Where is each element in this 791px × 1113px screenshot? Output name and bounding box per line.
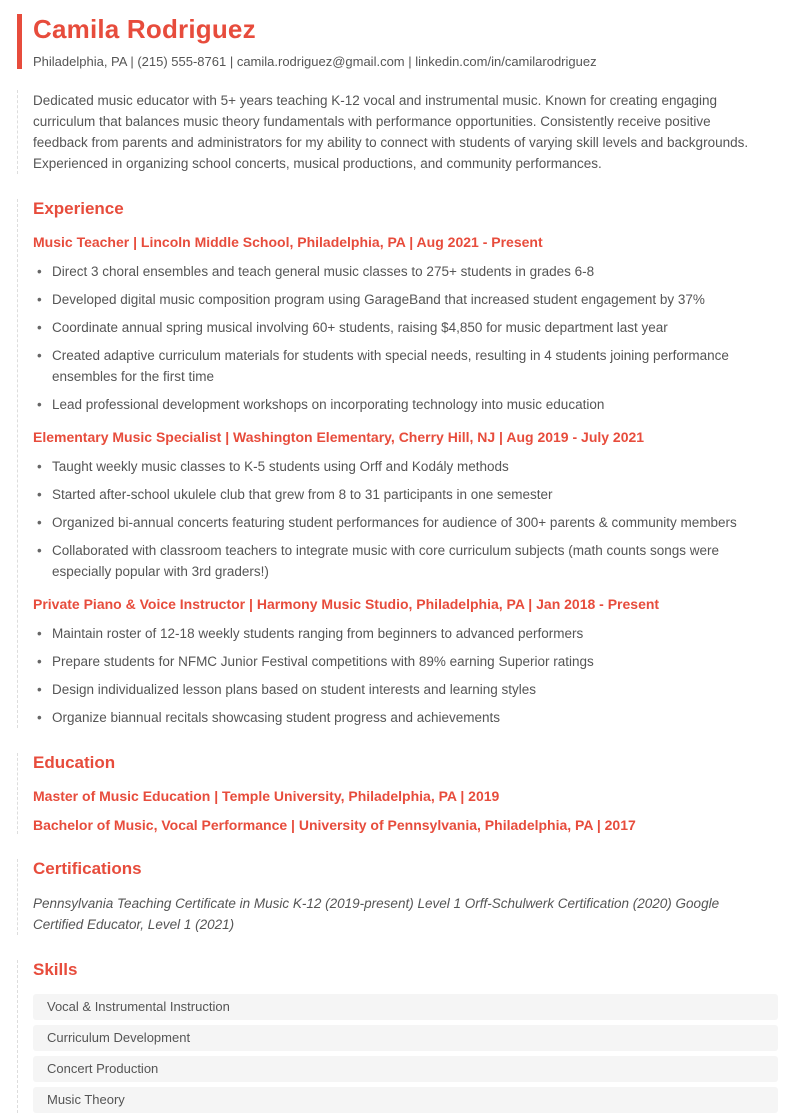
job-title-2: Elementary Music Specialist | Washington Elementary, Cherry Hill, NJ | Aug 2019 - July 2021 <box>33 429 645 445</box>
certifications-section <box>17 859 778 935</box>
skill-item: Vocal & Instrumental Instruction <box>33 994 778 1020</box>
bullet-item: • Design individualized lesson plans based on student interests and learning styles <box>33 679 766 700</box>
education-entries <box>33 787 778 834</box>
skills-heading: Skills <box>33 960 78 979</box>
bullet-item: • Organized bi-annual concerts featuring student performances for audience of 300+ parents & community members <box>33 512 766 533</box>
summary-section <box>17 90 778 174</box>
bullet-item: • Collaborated with classroom teachers to integrate music with core curriculum subjects (math counts songs were especially popular with 3rd graders!) <box>33 540 766 582</box>
skills-list <box>33 994 778 1113</box>
bullet-item: • Organize biannual recitals showcasing student progress and achievements <box>33 707 766 728</box>
certifications-text: Pennsylvania Teaching Certificate in Music K-12 (2019-present) Level 1 Orff-Schulwerk Certification (2020) Google Certified Educator, Level 1 (2021) <box>33 896 720 932</box>
skills-section <box>17 960 778 1113</box>
job-title-1: Music Teacher | Lincoln Middle School, Philadelphia, PA | Aug 2021 - Present <box>33 234 543 250</box>
bullet-item: • Created adaptive curriculum materials for students with special needs, resulting in 4 students joining performance ensembles for the first time <box>33 345 766 387</box>
experience-section <box>17 199 778 728</box>
summary-text: Dedicated music educator with 5+ years teaching K-12 vocal and instrumental music. Known for creating engaging curriculum that balances music theory fundamentals with performance opportunities. Consistently receive positive feedback from parents and administrators for my ability to connect with students of varying skill levels and backgrounds. Experienced in organizing school concerts, musical productions, and community performances. <box>33 93 749 171</box>
bullet-item: • Lead professional development workshops on incorporating technology into music education <box>33 394 766 415</box>
experience-heading: Experience <box>33 199 124 218</box>
bullet-item: • Maintain roster of 12-18 weekly students ranging from beginners to advanced performers <box>33 623 766 644</box>
skill-item: Concert Production <box>33 1056 778 1082</box>
education-heading: Education <box>33 753 116 772</box>
person-name: Camila Rodriguez <box>33 14 256 44</box>
bullet-item: • Taught weekly music classes to K-5 students using Orff and Kodály methods <box>33 456 766 477</box>
skill-item: Curriculum Development <box>33 1025 778 1051</box>
job-bullets-3 <box>33 623 778 728</box>
contact-info: Philadelphia, PA | (215) 555-8761 | camila.rodriguez@gmail.com | linkedin.com/in/camilarodriguez <box>33 54 597 69</box>
education-section <box>17 753 778 834</box>
job-title-3: Private Piano & Voice Instructor | Harmony Music Studio, Philadelphia, PA | Jan 2018 - Present <box>33 596 660 612</box>
certifications-heading: Certifications <box>33 859 142 878</box>
bullet-item: • Started after-school ukulele club that grew from 8 to 31 participants in one semester <box>33 484 766 505</box>
skill-item: Music Theory <box>33 1087 778 1113</box>
bullet-item: • Developed digital music composition program using GarageBand that increased student engagement by 37% <box>33 289 766 310</box>
education-entry: Bachelor of Music, Vocal Performance | University of Pennsylvania, Philadelphia, PA | 2017 <box>33 817 636 833</box>
resume-header <box>17 14 778 69</box>
bullet-item: • Coordinate annual spring musical involving 60+ students, raising $4,850 for music department last year <box>33 317 766 338</box>
bullet-item: • Prepare students for NFMC Junior Festival competitions with 89% earning Superior ratings <box>33 651 766 672</box>
job-bullets-2 <box>33 456 778 582</box>
education-entry: Master of Music Education | Temple University, Philadelphia, PA | 2019 <box>33 788 500 804</box>
job-bullets-1 <box>33 261 778 415</box>
bullet-item: • Direct 3 choral ensembles and teach general music classes to 275+ students in grades 6-8 <box>33 261 766 282</box>
